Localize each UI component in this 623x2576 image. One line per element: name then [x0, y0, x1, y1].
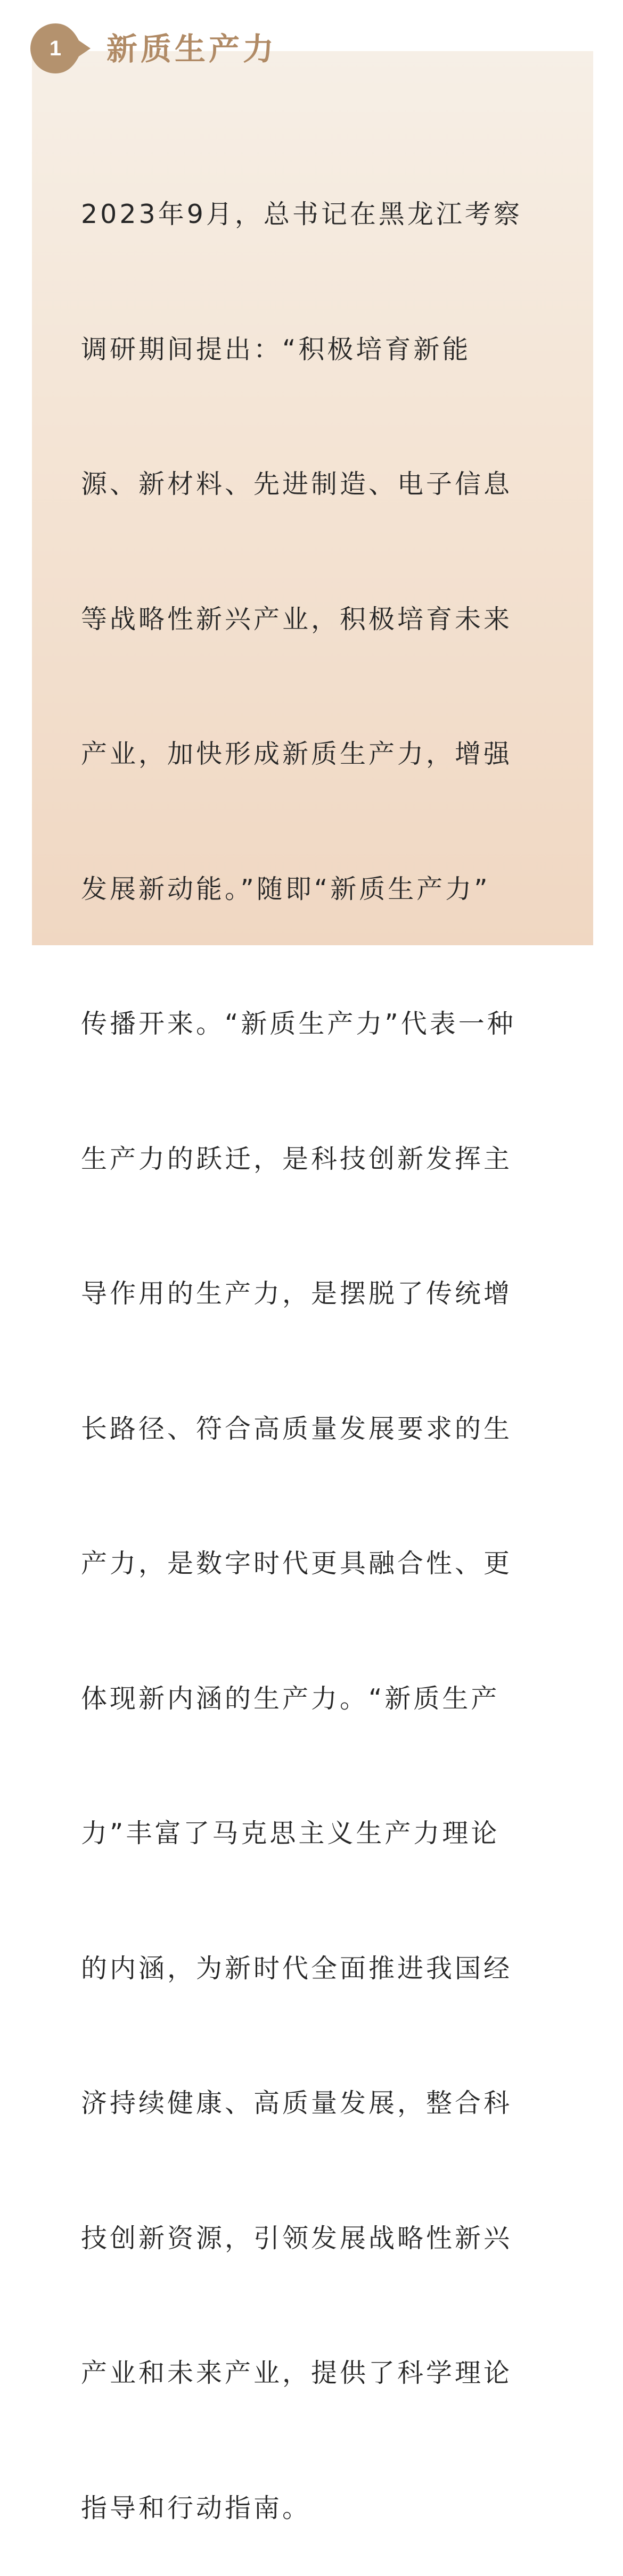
body-line: 源、新材料、先进制造、电子信息	[81, 469, 513, 499]
body-line: 济持续健康、高质量发展，整合科	[81, 2088, 513, 2118]
body-line: 产业，加快形成新质生产力，增强	[81, 739, 513, 769]
body-line: 产力，是数字时代更具融合性、更	[81, 1548, 513, 1579]
section-number-badge	[31, 23, 92, 73]
body-line: 发展新动能。”随即“新质生产力”	[81, 873, 490, 904]
section-title: 新质生产力	[106, 31, 277, 67]
body-line: 等战略性新兴产业，积极培育未来	[81, 604, 513, 634]
body-line: 指导和行动指南。	[81, 2492, 312, 2523]
body-line: 2023年9月，总书记在黑龙江考察	[81, 199, 522, 229]
body-line: 长路径、符合高质量发展要求的生	[81, 1413, 513, 1444]
body-line: 调研期间提出：“积极培育新能	[81, 334, 471, 365]
body-line: 产业和未来产业，提供了科学理论	[81, 2358, 513, 2388]
body-line: 导作用的生产力，是摆脱了传统增	[81, 1278, 513, 1309]
section-number: 1	[49, 37, 62, 60]
body-line: 力”丰富了马克思主义生产力理论	[81, 1818, 500, 1848]
body-paragraph	[81, 102, 545, 2576]
body-line: 的内涵，为新时代全面推进我国经	[81, 1953, 513, 1984]
body-line: 体现新内涵的生产力。“新质生产	[81, 1683, 500, 1714]
body-line: 技创新资源，引领发展战略性新兴	[81, 2223, 513, 2253]
body-line: 生产力的跃迁，是科技创新发挥主	[81, 1143, 513, 1174]
body-line: 传播开来。“新质生产力”代表一种	[81, 1009, 516, 1039]
